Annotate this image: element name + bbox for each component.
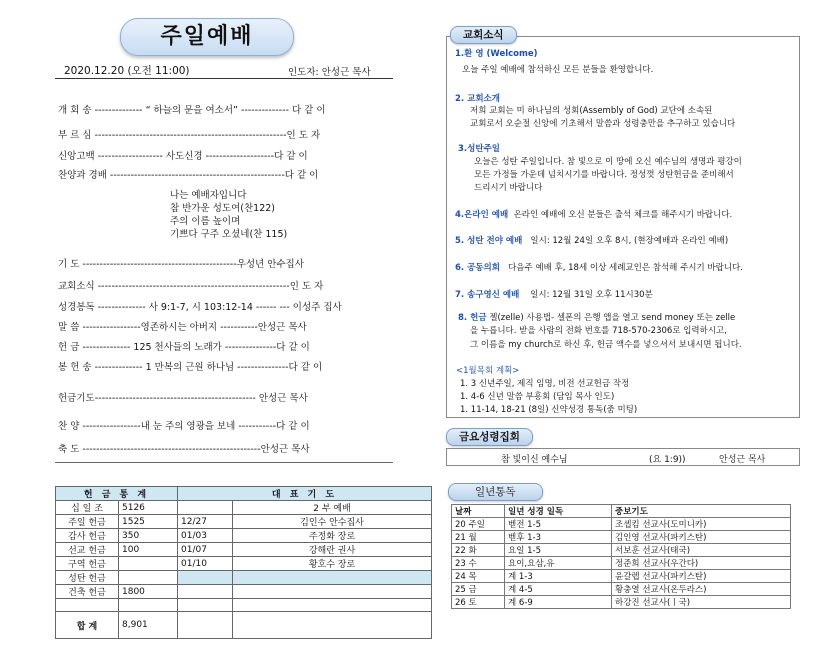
prayer-header: 대 표 기 도 xyxy=(178,487,432,501)
church-news-tab: 교회소식 xyxy=(450,26,517,44)
plan-item: 1. 4-6 신년 말씀 부흥회 (담임 목사 인도) xyxy=(460,392,615,402)
order-row: 헌 금 -------------- 125 천사들의 노래가 ---------------다 같 이 xyxy=(58,342,310,353)
offering-header: 헌 금 통 계 xyxy=(56,487,178,501)
order-row: 말 씀 -----------------영존하시는 아버지 -----------안성근 목사 xyxy=(58,322,307,333)
news-text: 드리시기 바랍니다 xyxy=(474,183,543,193)
plan-item: 1. 3 신년주일, 제직 임명, 비전 선교헌금 작정 xyxy=(460,379,630,389)
table-row xyxy=(56,599,432,612)
table-row: 25 금 계 4-5 황충열 선교사(온두라스) xyxy=(452,583,791,596)
order-row: 기 도 ---------------------------------------------우성년 안수집사 xyxy=(58,259,304,270)
table-row: 건축 헌금 1800 xyxy=(56,585,432,599)
offering-table xyxy=(55,486,432,639)
table-row: 주일 헌금 1525 12/27 김인수 안수집사 xyxy=(56,515,432,529)
table-row: 선교 헌금 100 01/07 강해란 권사 xyxy=(56,543,432,557)
news-text: 교회로서 오순절 신앙에 기초해서 말씀과 성령충만을 추구하고 있습니다 xyxy=(470,119,736,129)
news-heading: 1.환 영 (Welcome) xyxy=(455,49,538,59)
news-item: 8. 헌금 젤(zelle) 사용법- 셀폰의 은행 앱을 열고 send money 또는 zelle xyxy=(458,313,736,323)
bible-reading-table xyxy=(451,504,791,609)
news-heading: 3.성탄주일 xyxy=(458,144,500,154)
news-heading: 2. 교회소개 xyxy=(455,94,500,104)
order-row: 축 도 ----------------------------------------------------안성근 목사 xyxy=(58,444,310,455)
table-row: 십 일 조 5126 2 부 예배 xyxy=(56,501,432,515)
news-text: 그 이름을 my church로 하신 후, 헌금 액수를 넣으셔서 보내시면 됩니다. xyxy=(470,340,742,350)
news-text: 오늘은 성탄 주일입니다. 참 빛으로 이 땅에 오신 예수님의 생명과 평강이 xyxy=(474,157,742,167)
order-row: 헌금기도----------------------------------------------- 안성근 목사 xyxy=(58,393,308,404)
friday-scripture: (요 1:9)) xyxy=(649,455,686,465)
table-row: 26 토 계 6-9 하강진 선교사(ㅣ국) xyxy=(452,596,791,609)
order-row: 찬양과 경배 ---------------------------------------------------다 같 이 xyxy=(58,170,319,181)
table-row: 성탄 헌금 xyxy=(56,571,432,585)
total-label: 합 계 xyxy=(56,612,119,639)
praise-song: 주의 이름 높이며 xyxy=(170,216,241,227)
bible-reading-tab: 일년통독 xyxy=(448,483,543,501)
news-item: 7. 송구영신 예배 일시: 12월 31일 오후 11시30분 xyxy=(455,290,653,300)
plan-item: 1. 11-14, 18-21 (8일) 신약성경 통독(줌 미팅) xyxy=(460,405,638,415)
news-text: 을 누릅니다. 받을 사람의 전화 번호를 718-570-2306로 입력하시고, xyxy=(470,326,727,336)
table-row: 구역 헌금 01/10 황호수 장로 xyxy=(56,557,432,571)
table-row: 24 목 계 1-3 윤갈렙 선교사(파키스탄) xyxy=(452,570,791,583)
plan-heading: <1월목회 계획> xyxy=(456,366,520,376)
friday-service-box xyxy=(446,448,800,466)
table-row: 20 주일 벧전 1-5 조셉킴 선교사(도미니카) xyxy=(452,518,791,531)
table-header-row: 날짜 일년 성경 일독 중보기도 xyxy=(452,505,791,518)
service-date: 2020.12.20 (오전 11:00) xyxy=(64,65,190,77)
news-text: 저희 교회는 미 하나님의 성회(Assembly of God) 교단에 소속된 xyxy=(470,106,713,116)
page-title: 주일예배 xyxy=(120,18,294,56)
order-row: 신앙고백 ------------------- 사도신경 --------------------다 같 이 xyxy=(58,151,308,162)
table-row: 22 화 요일 1-5 서보훈 선교사(태국) xyxy=(452,544,791,557)
news-item: 5. 성탄 전야 예배 일시: 12월 24일 오후 8시, (현장예배과 온라인 예배) xyxy=(455,236,729,246)
order-row: 부 르 심 --------------------------------------------------------인 도 자 xyxy=(58,130,321,141)
order-row: 봉 헌 송 -------------- 1 만복의 근원 하나님 ---------------다 같 이 xyxy=(58,362,323,373)
table-row xyxy=(56,612,432,639)
news-text: 오늘 주일 예배에 참석하신 모든 분들을 환영합니다. xyxy=(462,65,654,75)
order-row: 교회소식 --------------------------------------------------------인 도 자 xyxy=(58,281,324,292)
order-row: 찬 양 -----------------내 눈 주의 영광을 보네 -----------다 같 이 xyxy=(58,421,310,432)
table-row: 감사 헌금 350 01/03 주정화 장로 xyxy=(56,529,432,543)
praise-song: 참 반가운 성도여(찬122) xyxy=(170,203,276,214)
praise-song: 나는 예배자입니다 xyxy=(170,190,247,201)
praise-song: 기쁘다 구주 오셨네(찬 115) xyxy=(170,229,288,240)
friday-sermon-title: 참 빛이신 예수님 xyxy=(501,455,568,465)
service-leader: 인도자: 안성근 목사 xyxy=(288,67,371,78)
news-text: 모든 가정들 가운데 넘치시기를 바랍니다. 정성껏 성탄헌금을 준비해서 xyxy=(474,170,734,180)
friday-speaker: 안성근 목사 xyxy=(719,455,766,465)
table-row: 21 월 벧후 1-3 김인영 선교사(파키스탄) xyxy=(452,531,791,544)
news-item: 4.온라인 예배 온라인 예배에 오신 분들은 출석 체크를 해주시기 바랍니다. xyxy=(455,210,733,220)
total-amount: 8,901 xyxy=(119,612,178,639)
friday-service-tab: 금요성령집회 xyxy=(446,428,533,446)
table-row: 23 수 요이,요삼,유 정준희 선교사(우간다) xyxy=(452,557,791,570)
order-row: 성경봉독 -------------- 사 9:1-7, 시 103:12-14 ------ --- 이성주 집사 xyxy=(58,302,342,313)
news-item: 6. 공동의회 다음주 예배 후, 18세 이상 세례교인은 참석해 주시기 바랍니다. xyxy=(455,263,743,273)
order-row: 개 회 송 -------------- “ 하늘의 문을 여소서” -------------- 다 같 이 xyxy=(58,105,326,116)
